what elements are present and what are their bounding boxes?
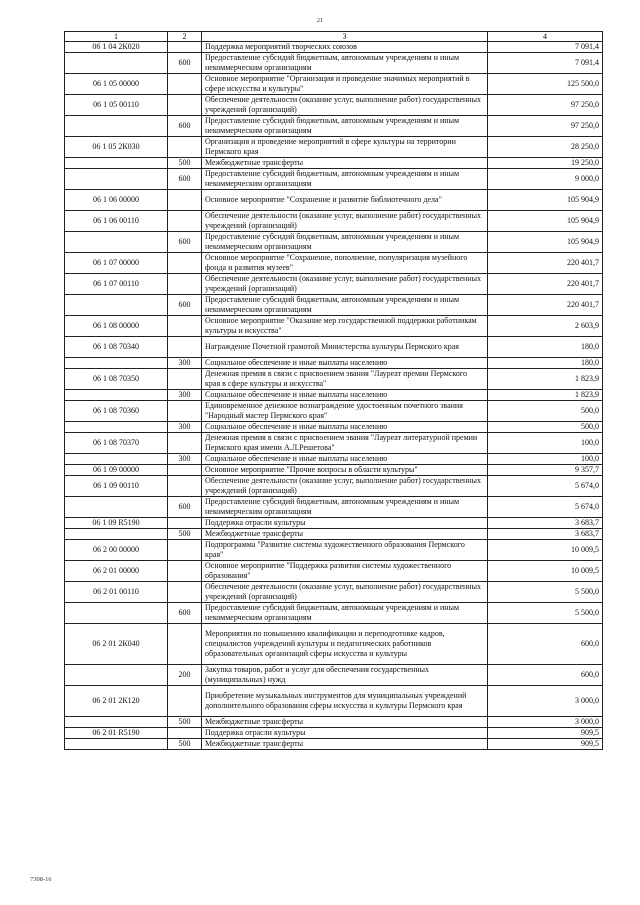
row-name-cell: Обеспечение деятельности (оказание услуг, выполнение работ) государственных учреждений (организаций) bbox=[202, 211, 488, 232]
row-expense-type-cell: 200 bbox=[168, 665, 202, 686]
table-row bbox=[65, 95, 603, 116]
row-expense-type-cell bbox=[168, 465, 202, 476]
row-amount-cell: 3 000,0 bbox=[488, 717, 603, 728]
row-expense-type-cell bbox=[168, 316, 202, 337]
table-row bbox=[65, 717, 603, 728]
column-header-type: 2 bbox=[168, 32, 202, 42]
row-name-cell: Денежная премия в связи с присвоением звания "Лауреат литературной премии Пермского края имени А.Л.Решетова" bbox=[202, 433, 488, 454]
row-name-cell: Предоставление субсидий бюджетным, автономным учреждениям и иным некоммерческим организациям bbox=[202, 603, 488, 624]
row-code-cell: 06 1 08 00000 bbox=[65, 316, 168, 337]
row-expense-type-cell bbox=[168, 137, 202, 158]
row-name-cell: Социальное обеспечение и иные выплаты населению bbox=[202, 454, 488, 465]
row-amount-cell: 9 357,7 bbox=[488, 465, 603, 476]
row-expense-type-cell: 600 bbox=[168, 497, 202, 518]
row-name-cell: Обеспечение деятельности (оказание услуг, выполнение работ) государственных учреждений (организаций) bbox=[202, 95, 488, 116]
row-expense-type-cell: 600 bbox=[168, 603, 202, 624]
row-expense-type-cell: 300 bbox=[168, 422, 202, 433]
row-expense-type-cell: 600 bbox=[168, 295, 202, 316]
table-row bbox=[65, 232, 603, 253]
row-amount-cell: 100,0 bbox=[488, 433, 603, 454]
row-code-cell bbox=[65, 295, 168, 316]
row-expense-type-cell: 600 bbox=[168, 53, 202, 74]
row-code-cell: 06 2 01 R5190 bbox=[65, 728, 168, 739]
row-name-cell: Социальное обеспечение и иные выплаты населению bbox=[202, 358, 488, 369]
table-row bbox=[65, 369, 603, 390]
row-name-cell: Предоставление субсидий бюджетным, автономным учреждениям и иным некоммерческим организациям bbox=[202, 169, 488, 190]
row-amount-cell: 180,0 bbox=[488, 358, 603, 369]
row-amount-cell: 3 683,7 bbox=[488, 529, 603, 540]
row-code-cell: 06 1 05 00110 bbox=[65, 95, 168, 116]
row-code-cell bbox=[65, 116, 168, 137]
row-expense-type-cell: 300 bbox=[168, 390, 202, 401]
row-code-cell: 06 1 05 00000 bbox=[65, 74, 168, 95]
table-header-row bbox=[65, 32, 603, 42]
row-code-cell: 06 2 01 2К120 bbox=[65, 686, 168, 717]
row-amount-cell: 10 009,5 bbox=[488, 561, 603, 582]
row-code-cell: 06 1 07 00000 bbox=[65, 253, 168, 274]
row-name-cell: Основное мероприятие "Организация и проведение значимых мероприятий в сфере искусства и культуры" bbox=[202, 74, 488, 95]
row-amount-cell: 909,5 bbox=[488, 728, 603, 739]
row-amount-cell: 3 683,7 bbox=[488, 518, 603, 529]
table-row bbox=[65, 686, 603, 717]
row-name-cell: Обеспечение деятельности (оказание услуг, выполнение работ) государственных учреждений (организаций) bbox=[202, 274, 488, 295]
row-name-cell: Единовременное денежное вознаграждение удостоенным почетного звания "Народный мастер Пермского края" bbox=[202, 401, 488, 422]
row-name-cell: Денежная премия в связи с присвоением звания "Лауреат премии Пермского края в сфере культуры и искусства" bbox=[202, 369, 488, 390]
row-amount-cell: 5 500,0 bbox=[488, 582, 603, 603]
row-code-cell: 06 1 08 70360 bbox=[65, 401, 168, 422]
row-expense-type-cell: 500 bbox=[168, 529, 202, 540]
table-row bbox=[65, 624, 603, 665]
row-code-cell bbox=[65, 717, 168, 728]
page-number: 21 bbox=[316, 17, 324, 24]
row-code-cell bbox=[65, 422, 168, 433]
row-amount-cell: 220 401,7 bbox=[488, 253, 603, 274]
column-header-name: 3 bbox=[202, 32, 488, 42]
table-row bbox=[65, 529, 603, 540]
table-row bbox=[65, 582, 603, 603]
table-row bbox=[65, 497, 603, 518]
row-code-cell: 06 1 08 70350 bbox=[65, 369, 168, 390]
row-amount-cell: 125 500,0 bbox=[488, 74, 603, 95]
row-code-cell bbox=[65, 497, 168, 518]
column-header-code: 1 bbox=[65, 32, 168, 42]
table-row bbox=[65, 137, 603, 158]
table-row bbox=[65, 476, 603, 497]
row-name-cell: Основное мероприятие "Поддержка развития системы художественного образования" bbox=[202, 561, 488, 582]
table-row bbox=[65, 603, 603, 624]
table-row bbox=[65, 358, 603, 369]
row-name-cell: Предоставление субсидий бюджетным, автономным учреждениям и иным некоммерческим организациям bbox=[202, 497, 488, 518]
budget-table bbox=[64, 31, 603, 750]
row-expense-type-cell: 600 bbox=[168, 169, 202, 190]
row-expense-type-cell bbox=[168, 433, 202, 454]
row-code-cell: 06 1 05 2К030 bbox=[65, 137, 168, 158]
row-name-cell: Основное мероприятие "Сохранение, пополнение, популяризация музейного фонда и развития музеев" bbox=[202, 253, 488, 274]
table-row bbox=[65, 42, 603, 53]
row-amount-cell: 9 000,0 bbox=[488, 169, 603, 190]
table-row bbox=[65, 422, 603, 433]
row-amount-cell: 180,0 bbox=[488, 337, 603, 358]
table-row bbox=[65, 211, 603, 232]
row-code-cell bbox=[65, 53, 168, 74]
row-expense-type-cell bbox=[168, 476, 202, 497]
row-name-cell: Подпрограмма "Развитие системы художественного образования Пермского края" bbox=[202, 540, 488, 561]
table-row bbox=[65, 253, 603, 274]
row-code-cell bbox=[65, 665, 168, 686]
row-expense-type-cell bbox=[168, 561, 202, 582]
row-name-cell: Межбюджетные трансферты bbox=[202, 529, 488, 540]
table-row bbox=[65, 518, 603, 529]
table-row bbox=[65, 316, 603, 337]
row-name-cell: Приобретение музыкальных инструментов для муниципальных учреждений дополнительного образования сферы искусства и культуры Пермского края bbox=[202, 686, 488, 717]
row-name-cell: Межбюджетные трансферты bbox=[202, 739, 488, 750]
row-expense-type-cell bbox=[168, 211, 202, 232]
table-row bbox=[65, 665, 603, 686]
row-name-cell: Межбюджетные трансферты bbox=[202, 717, 488, 728]
row-amount-cell: 97 250,0 bbox=[488, 116, 603, 137]
table-row bbox=[65, 465, 603, 476]
row-amount-cell: 5 674,0 bbox=[488, 497, 603, 518]
row-name-cell: Мероприятия по повышению квалификации и переподготовке кадров, специалистов учреждений культуры и педагогических работников образовательных организаций сферы искусства и культуры bbox=[202, 624, 488, 665]
row-code-cell: 06 1 08 70370 bbox=[65, 433, 168, 454]
row-code-cell bbox=[65, 158, 168, 169]
table-row bbox=[65, 169, 603, 190]
row-expense-type-cell: 500 bbox=[168, 717, 202, 728]
row-expense-type-cell: 600 bbox=[168, 232, 202, 253]
row-expense-type-cell bbox=[168, 337, 202, 358]
row-expense-type-cell bbox=[168, 274, 202, 295]
table-row bbox=[65, 454, 603, 465]
row-code-cell bbox=[65, 232, 168, 253]
row-amount-cell: 500,0 bbox=[488, 422, 603, 433]
row-expense-type-cell bbox=[168, 686, 202, 717]
table-row bbox=[65, 728, 603, 739]
row-code-cell bbox=[65, 529, 168, 540]
row-expense-type-cell bbox=[168, 401, 202, 422]
row-code-cell: 06 2 01 00110 bbox=[65, 582, 168, 603]
row-expense-type-cell: 300 bbox=[168, 454, 202, 465]
row-amount-cell: 28 250,0 bbox=[488, 137, 603, 158]
row-code-cell: 06 1 06 00000 bbox=[65, 190, 168, 211]
row-code-cell bbox=[65, 390, 168, 401]
table-row bbox=[65, 433, 603, 454]
table-row bbox=[65, 53, 603, 74]
table-row bbox=[65, 295, 603, 316]
row-amount-cell: 3 000,0 bbox=[488, 686, 603, 717]
row-amount-cell: 19 250,0 bbox=[488, 158, 603, 169]
row-name-cell: Поддержка отрасли культуры bbox=[202, 518, 488, 529]
row-code-cell: 06 1 08 70340 bbox=[65, 337, 168, 358]
row-expense-type-cell bbox=[168, 624, 202, 665]
table-body bbox=[65, 42, 603, 750]
row-code-cell: 06 1 06 00110 bbox=[65, 211, 168, 232]
row-name-cell: Основное мероприятие "Оказание мер государственной поддержки работникам культуры и искусства" bbox=[202, 316, 488, 337]
row-code-cell: 06 2 01 00000 bbox=[65, 561, 168, 582]
row-amount-cell: 97 250,0 bbox=[488, 95, 603, 116]
row-name-cell: Предоставление субсидий бюджетным, автономным учреждениям и иным некоммерческим организациям bbox=[202, 295, 488, 316]
row-code-cell: 06 1 07 00110 bbox=[65, 274, 168, 295]
row-expense-type-cell bbox=[168, 582, 202, 603]
row-code-cell: 06 2 00 00000 bbox=[65, 540, 168, 561]
row-code-cell: 06 1 04 2К020 bbox=[65, 42, 168, 53]
row-name-cell: Обеспечение деятельности (оказание услуг, выполнение работ) государственных учреждений (организаций) bbox=[202, 476, 488, 497]
row-expense-type-cell bbox=[168, 42, 202, 53]
table-row bbox=[65, 540, 603, 561]
row-expense-type-cell bbox=[168, 74, 202, 95]
row-amount-cell: 600,0 bbox=[488, 665, 603, 686]
row-code-cell: 06 1 09 00000 bbox=[65, 465, 168, 476]
row-code-cell bbox=[65, 454, 168, 465]
row-amount-cell: 105 904,9 bbox=[488, 211, 603, 232]
table-row bbox=[65, 74, 603, 95]
table-row bbox=[65, 158, 603, 169]
row-amount-cell: 220 401,7 bbox=[488, 274, 603, 295]
row-name-cell: Закупка товаров, работ и услуг для обеспечения государственных (муниципальных) нужд bbox=[202, 665, 488, 686]
row-amount-cell: 5 500,0 bbox=[488, 603, 603, 624]
footer-document-code: 7308-16 bbox=[30, 876, 52, 883]
row-amount-cell: 600,0 bbox=[488, 624, 603, 665]
row-expense-type-cell: 600 bbox=[168, 116, 202, 137]
row-expense-type-cell: 500 bbox=[168, 158, 202, 169]
row-amount-cell: 100,0 bbox=[488, 454, 603, 465]
row-amount-cell: 10 009,5 bbox=[488, 540, 603, 561]
row-amount-cell: 7 091,4 bbox=[488, 42, 603, 53]
row-name-cell: Социальное обеспечение и иные выплаты населению bbox=[202, 390, 488, 401]
row-name-cell: Обеспечение деятельности (оказание услуг, выполнение работ) государственных учреждений (организаций) bbox=[202, 582, 488, 603]
row-amount-cell: 909,5 bbox=[488, 739, 603, 750]
table-row bbox=[65, 337, 603, 358]
row-name-cell: Поддержка отрасли культуры bbox=[202, 728, 488, 739]
row-name-cell: Поддержка мероприятий творческих союзов bbox=[202, 42, 488, 53]
row-expense-type-cell: 300 bbox=[168, 358, 202, 369]
row-name-cell: Предоставление субсидий бюджетным, автономным учреждениям и иным некоммерческим организациям bbox=[202, 53, 488, 74]
table-row bbox=[65, 190, 603, 211]
row-expense-type-cell bbox=[168, 95, 202, 116]
row-amount-cell: 2 603,9 bbox=[488, 316, 603, 337]
row-expense-type-cell bbox=[168, 369, 202, 390]
row-name-cell: Предоставление субсидий бюджетным, автономным учреждениям и иным некоммерческим организациям bbox=[202, 232, 488, 253]
row-expense-type-cell bbox=[168, 540, 202, 561]
row-amount-cell: 7 091,4 bbox=[488, 53, 603, 74]
column-header-amount: 4 bbox=[488, 32, 603, 42]
row-expense-type-cell: 500 bbox=[168, 739, 202, 750]
table-row bbox=[65, 116, 603, 137]
row-code-cell: 06 1 09 R5190 bbox=[65, 518, 168, 529]
row-name-cell: Межбюджетные трансферты bbox=[202, 158, 488, 169]
row-expense-type-cell bbox=[168, 190, 202, 211]
row-amount-cell: 5 674,0 bbox=[488, 476, 603, 497]
table-row bbox=[65, 561, 603, 582]
row-name-cell: Основное мероприятие "Прочие вопросы в области культуры" bbox=[202, 465, 488, 476]
row-expense-type-cell bbox=[168, 728, 202, 739]
row-name-cell: Основное мероприятие "Сохранение и развитие библиотечного дела" bbox=[202, 190, 488, 211]
row-amount-cell: 105 904,9 bbox=[488, 190, 603, 211]
row-expense-type-cell bbox=[168, 518, 202, 529]
row-amount-cell: 500,0 bbox=[488, 401, 603, 422]
row-amount-cell: 1 823,9 bbox=[488, 390, 603, 401]
row-code-cell: 06 1 09 00110 bbox=[65, 476, 168, 497]
row-expense-type-cell bbox=[168, 253, 202, 274]
row-amount-cell: 105 904,9 bbox=[488, 232, 603, 253]
row-amount-cell: 220 401,7 bbox=[488, 295, 603, 316]
row-name-cell: Организация и проведение мероприятий в сфере культуры на территории Пермского края bbox=[202, 137, 488, 158]
table-row bbox=[65, 739, 603, 750]
row-code-cell bbox=[65, 358, 168, 369]
table-row bbox=[65, 390, 603, 401]
row-name-cell: Предоставление субсидий бюджетным, автономным учреждениям и иным некоммерческим организациям bbox=[202, 116, 488, 137]
table-row bbox=[65, 274, 603, 295]
row-name-cell: Награждение Почетной грамотой Министерства культуры Пермского края bbox=[202, 337, 488, 358]
row-name-cell: Социальное обеспечение и иные выплаты населению bbox=[202, 422, 488, 433]
row-code-cell bbox=[65, 739, 168, 750]
row-code-cell bbox=[65, 169, 168, 190]
row-code-cell: 06 2 01 2К040 bbox=[65, 624, 168, 665]
table-row bbox=[65, 401, 603, 422]
row-amount-cell: 1 823,9 bbox=[488, 369, 603, 390]
row-code-cell bbox=[65, 603, 168, 624]
